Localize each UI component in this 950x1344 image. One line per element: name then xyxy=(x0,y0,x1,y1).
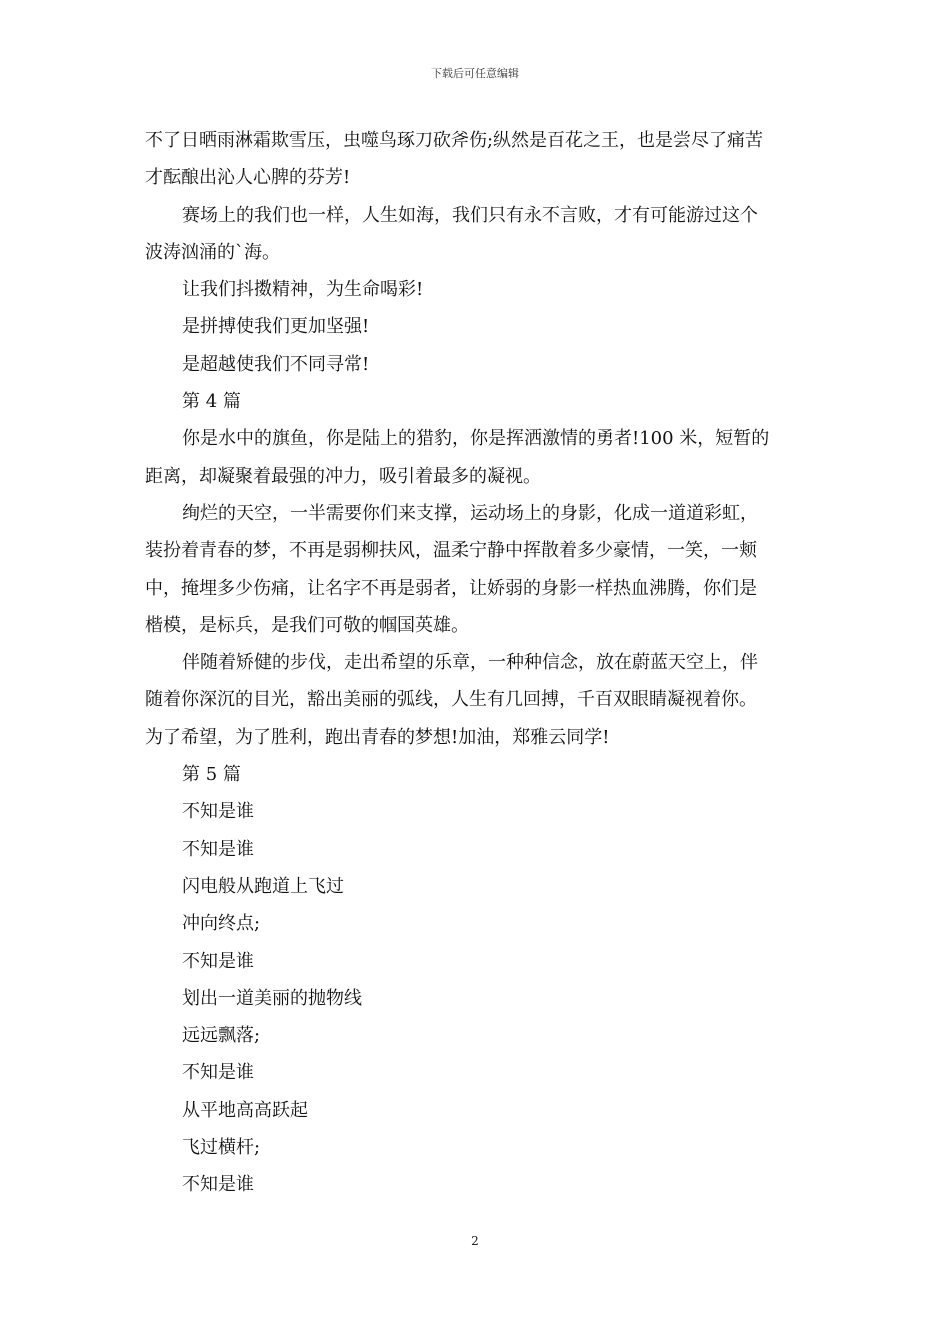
text-line: 不知是谁 xyxy=(182,801,254,823)
text-line: 赛场上的我们也一样，人生如海，我们只有永不言败，才有可能游过这个 xyxy=(182,204,758,226)
text-line: 远远飘落; xyxy=(182,1025,261,1047)
text-line: 中，掩埋多少伤痛，让名字不再是弱者，让娇弱的身影一样热血沸腾，你们是 xyxy=(145,577,757,599)
text-line: 不知是谁 xyxy=(182,950,254,972)
text-line: 装扮着青春的梦，不再是弱柳扶风，温柔宁静中挥散着多少豪情，一笑，一颊 xyxy=(145,540,757,562)
text-line: 不知是谁 xyxy=(182,1174,254,1196)
text-line: 划出一道美丽的抛物线 xyxy=(182,987,362,1009)
text-line: 绚烂的天空，一半需要你们来支撑，运动场上的身影，化成一道道彩虹， xyxy=(182,502,758,524)
text-line: 闪电般从跑道上飞过 xyxy=(182,875,344,897)
text-line: 飞过横杆; xyxy=(182,1137,261,1159)
text-line: 为了希望，为了胜利，跑出青春的梦想!加油，郑雅云同学! xyxy=(145,726,610,748)
text-line: 楷模，是标兵，是我们可敬的帼国英雄。 xyxy=(145,614,469,636)
text-line: 才酝酿出沁人心脾的芬芳! xyxy=(145,167,351,189)
text-line: 你是水中的旗鱼，你是陆上的猎豹，你是挥洒激情的勇者!100 米，短暂的 xyxy=(182,428,770,450)
text-line: 距离，却凝聚着最强的冲力，吸引着最多的凝视。 xyxy=(145,465,541,487)
text-line: 随着你深沉的目光，豁出美丽的弧线，人生有几回搏，千百双眼睛凝视着你。 xyxy=(145,689,757,711)
text-line: 第 5 篇 xyxy=(182,764,241,786)
text-line: 是拼搏使我们更加坚强! xyxy=(182,316,370,338)
text-line: 从平地高高跃起 xyxy=(182,1099,308,1121)
text-line: 第 4 篇 xyxy=(182,391,241,413)
text-line: 波涛汹涌的`海。 xyxy=(145,241,280,263)
document-body xyxy=(145,122,808,1204)
text-line: 不了日晒雨淋霜欺雪压，虫噬鸟琢刀砍斧伤;纵然是百花之王，也是尝尽了痛苦 xyxy=(145,130,764,151)
text-line: 冲向终点; xyxy=(182,913,261,935)
page-header: 下载后可任意编辑 xyxy=(431,67,519,80)
text-line: 是超越使我们不同寻常! xyxy=(182,353,370,375)
text-line: 伴随着矫健的步伐，走出希望的乐章，一种种信念，放在蔚蓝天空上，伴 xyxy=(182,652,758,674)
text-line: 不知是谁 xyxy=(182,838,254,860)
page-number: 2 xyxy=(471,1234,479,1248)
text-line: 不知是谁 xyxy=(182,1062,254,1084)
text-line: 让我们抖擞精神，为生命喝彩! xyxy=(182,279,424,301)
